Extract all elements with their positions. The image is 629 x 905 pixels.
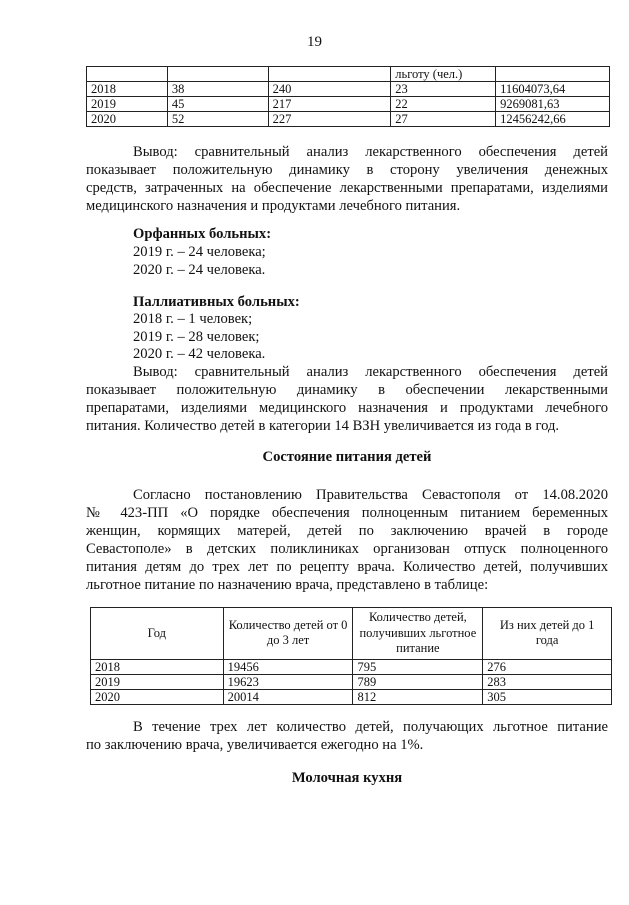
- summary-paragraph: [86, 718, 608, 754]
- orphan-item: 2019 г. – 24 человека;: [133, 244, 266, 260]
- text-line: питания детям до трех лет по рецепту врача. Количество детей, получивших: [86, 559, 608, 575]
- table-cell: 19623: [223, 674, 353, 689]
- table-cell: [268, 67, 391, 82]
- table-cell: [496, 67, 610, 82]
- table-cell: 2018: [91, 659, 224, 674]
- text-line: льготное питание по назначению врача, представлено в таблице:: [86, 577, 489, 593]
- orphan-heading: Орфанных больных:: [133, 226, 272, 242]
- table-cell: 795: [353, 659, 483, 674]
- table-cell: 19456: [223, 659, 353, 674]
- table-row: [87, 97, 610, 112]
- nutrition-paragraph: [86, 486, 608, 594]
- table-cell: 789: [353, 674, 483, 689]
- table-cell: 2020: [87, 112, 168, 127]
- text-line: питания. Количество детей в категории 14 ВЗН увеличивается из года в год.: [86, 418, 560, 434]
- table-cell: 38: [167, 82, 268, 97]
- nutrition-table: [90, 607, 612, 705]
- table-cell: 52: [167, 112, 268, 127]
- drug-provision-table: [86, 66, 610, 127]
- table-header-cell: Количество детей, получивших льготное питание: [353, 608, 483, 660]
- page-number: 19: [307, 34, 322, 50]
- text-line: № 423-ПП «О порядке обеспечения полноценным питанием беременных: [86, 505, 608, 521]
- palliative-heading: Паллиативных больных:: [133, 294, 300, 310]
- text-line: показывает положительную динамику в сторону увеличения денежных: [86, 162, 608, 178]
- table-row: [91, 674, 612, 689]
- table-cell: 20014: [223, 689, 353, 704]
- table-cell: 12456242,66: [496, 112, 610, 127]
- conclusion-paragraph-2: [86, 363, 608, 435]
- table-cell: 305: [483, 689, 612, 704]
- section-heading-milk-kitchen: Молочная кухня: [291, 770, 403, 786]
- table-cell: 9269081,63: [496, 97, 610, 112]
- table-cell: 45: [167, 97, 268, 112]
- table-cell: 2020: [91, 689, 224, 704]
- text-line: Вывод: сравнительный анализ лекарственного обеспечения детей: [133, 144, 608, 160]
- table-cell: 2019: [87, 97, 168, 112]
- table-cell: 227: [268, 112, 391, 127]
- text-line: женщин, кормящих матерей, детей по заключению врачей в городе: [86, 523, 608, 539]
- table-row: [87, 82, 610, 97]
- text-line: средств, затраченных на обеспечение лекарственными препаратами, изделиями: [86, 180, 608, 196]
- table-row: [91, 689, 612, 704]
- table-row: [87, 112, 610, 127]
- table-header-cell: Из них детей до 1 года: [483, 608, 612, 660]
- table-cell: 812: [353, 689, 483, 704]
- table-header-row: [91, 608, 612, 660]
- table-row: [87, 67, 610, 82]
- table-header-cell: Год: [91, 608, 224, 660]
- table-cell: 23: [391, 82, 496, 97]
- table-cell: 276: [483, 659, 612, 674]
- table-cell: [87, 67, 168, 82]
- table-cell: 27: [391, 112, 496, 127]
- table-cell: 11604073,64: [496, 82, 610, 97]
- section-heading-nutrition: Состояние питания детей: [262, 449, 432, 465]
- table-cell: [167, 67, 268, 82]
- orphan-item: 2020 г. – 24 человека.: [133, 262, 266, 278]
- text-line: Севастополе» в детских поликлиниках организован отпуск полноценного: [86, 541, 608, 557]
- table-row: [91, 659, 612, 674]
- palliative-item: 2019 г. – 28 человек;: [133, 329, 260, 345]
- table-cell: 283: [483, 674, 612, 689]
- table-cell: 22: [391, 97, 496, 112]
- text-line: препаратами, изделиями медицинского назначения и продуктами лечебного: [86, 400, 608, 416]
- text-line: Вывод: сравнительный анализ лекарственного обеспечения детей: [133, 364, 608, 380]
- text-line: Согласно постановлению Правительства Севастополя от 14.08.2020: [133, 487, 608, 503]
- text-line: медицинского назначения и продуктами лечебного питания.: [86, 198, 461, 214]
- table-header-cell: Количество детей от 0 до 3 лет: [223, 608, 353, 660]
- text-line: показывает положительную динамику в обеспечении лекарственными: [86, 382, 608, 398]
- conclusion-paragraph-1: [86, 143, 608, 215]
- table-header-fragment: льготу (чел.): [391, 67, 496, 82]
- table-cell: 217: [268, 97, 391, 112]
- palliative-item: 2020 г. – 42 человека.: [133, 346, 266, 362]
- palliative-item: 2018 г. – 1 человек;: [133, 311, 253, 327]
- table-cell: 240: [268, 82, 391, 97]
- table-cell: 2019: [91, 674, 224, 689]
- table-cell: 2018: [87, 82, 168, 97]
- text-line: В течение трех лет количество детей, получающих льготное питание: [133, 719, 608, 735]
- text-line: по заключению врача, увеличивается ежегодно на 1%.: [86, 737, 424, 753]
